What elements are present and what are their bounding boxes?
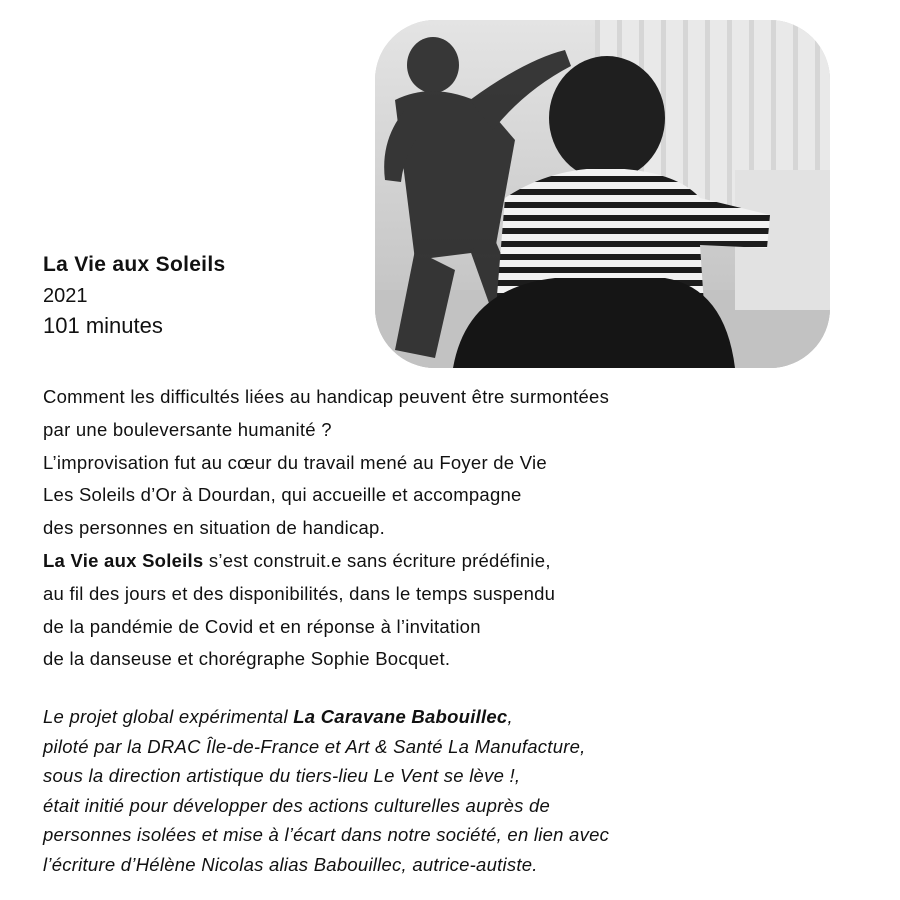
credits-line: personnes isolées et mise à l’écart dans notre société, en lien avec: [43, 824, 610, 846]
film-title: La Vie aux Soleils: [43, 253, 226, 276]
description-line: [43, 545, 609, 578]
credits-line: piloté par la DRAC Île-de-France et Art & Santé La Manufacture,: [43, 735, 586, 757]
description-line: au fil des jours et des disponibilités, dans le temps suspendu: [43, 582, 556, 604]
credits-line: [43, 702, 609, 732]
description-line: des personnes en situation de handicap.: [43, 517, 385, 539]
credits-text: Le projet global expérimental: [43, 706, 294, 727]
film-title-inline: La Vie aux Soleils: [43, 549, 204, 571]
description-line: par une bouleversante humanité ?: [43, 418, 332, 440]
description-line: L’improvisation fut au cœur du travail mené au Foyer de Vie: [43, 451, 547, 473]
film-still-photo: [375, 20, 830, 368]
project-name: La Caravane Babouillec: [293, 706, 508, 727]
description-line: de la danseuse et chorégraphe Sophie Bocquet.: [43, 648, 451, 670]
credits-text: ,: [507, 706, 513, 727]
film-description: [43, 381, 609, 676]
description-line: de la pandémie de Covid et en réponse à l’invitation: [43, 615, 481, 637]
credits-line: sous la direction artistique du tiers-lieu Le Vent se lève !,: [43, 765, 521, 787]
project-credits: [43, 702, 609, 880]
credits-line: l’écriture d’Hélène Nicolas alias Babouillec, autrice-autiste.: [43, 853, 538, 875]
description-line: Les Soleils d’Or à Dourdan, qui accueille et accompagne: [43, 484, 522, 506]
description-text: s’est construit.e sans écriture prédéfinie,: [203, 549, 551, 571]
credits-line: était initié pour développer des actions culturelles auprès de: [43, 794, 551, 816]
description-line: Comment les difficultés liées au handicap peuvent être surmontées: [43, 386, 610, 407]
film-duration: 101 minutes: [43, 313, 163, 338]
film-year: 2021: [43, 285, 88, 307]
